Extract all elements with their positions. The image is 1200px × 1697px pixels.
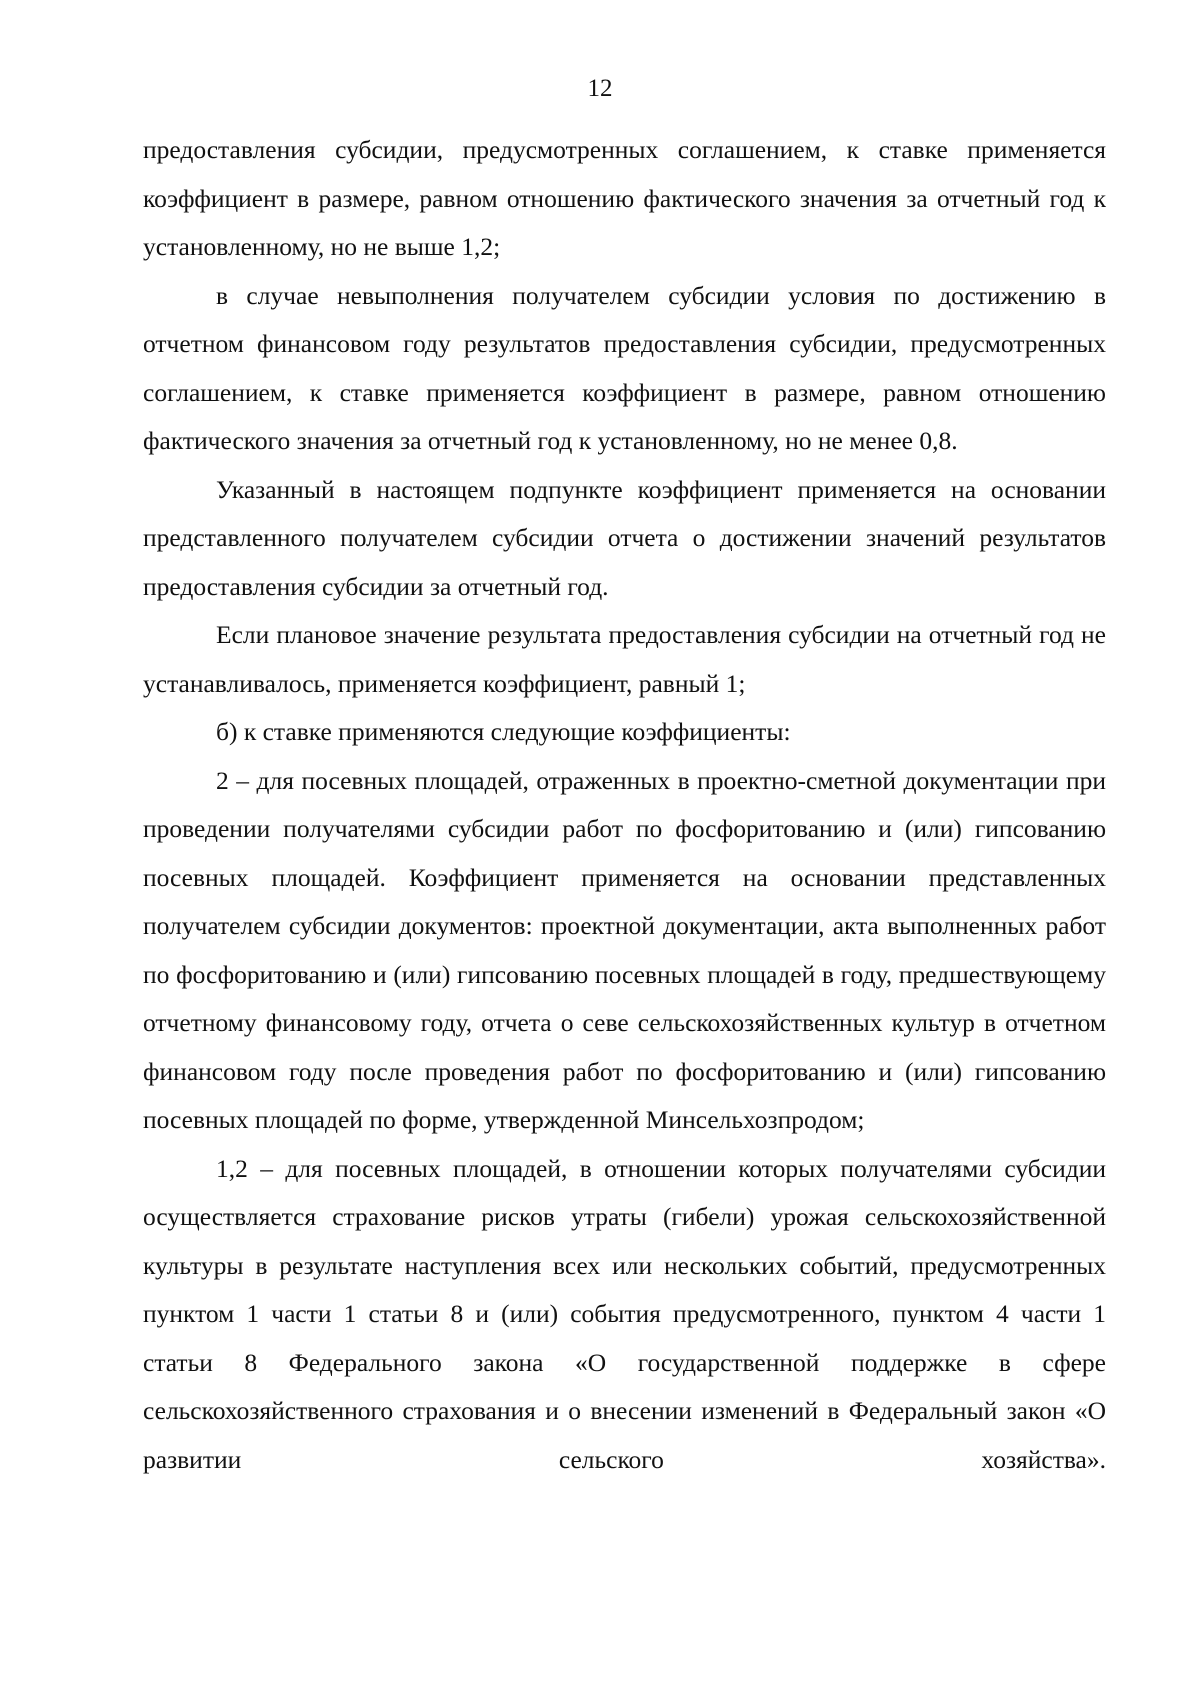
paragraph-continuation: предоставления субсидии, предусмотренных соглашением, к ставке применяется коэффициент в размере, равном отношению фактического значения за отчетный год к установленному, но не выше 1,2; bbox=[143, 135, 1106, 261]
paragraph-non-fulfillment: в случае невыполнения получателем субсидии условия по достижению в отчетном финансовом году результатов предоставления субсидии, предусмотренных соглашением, к ставке применяется коэффициент в размере, равном отношению фактического значения за отчетный год к установленному, но не менее 0,8. bbox=[143, 280, 1106, 455]
page-number: 12 bbox=[587, 75, 613, 102]
paragraph-coefficient-2: 2 – для посевных площадей, отраженных в проектно-сметной документации при проведении получателями субсидии работ по фосфоритованию и (или) гипсованию посевных площадей. Коэффициент применяется на основании представленных получателем субсидии документов: проектной документации, акта выполненных работ по фосфоритованию и (или) гипсованию посевных площадей в году, предшествующему отчетному финансовому году, отчета о севе сельскохозяйственных культур в отчетном финансовом году после проведения работ по фосфоритованию и (или) гипсованию посевных площадей по форме, утвержденной Минсельхозпродом; bbox=[143, 765, 1106, 1134]
paragraph-coefficient-1-2: 1,2 – для посевных площадей, в отношении которых получателями субсидии осуществляется страхование рисков утраты (гибели) урожая сельскохозяйственной культуры в результате наступления всех или нескольких событий, предусмотренных пунктом 1 части 1 статьи 8 и (или) события предусмотренного, пунктом 4 части 1 статьи 8 Федерального закона «О государственной поддержке в сфере сельскохозяйственного страхования и о внесении изменений в Федеральный закон «О развитии сельского хозяйства». bbox=[143, 1153, 1106, 1474]
paragraph-coefficient-basis: Указанный в настоящем подпункте коэффициент применяется на основании представленного получателем субсидии отчета о достижении значений результатов предоставления субсидии за отчетный год. bbox=[143, 474, 1106, 601]
paragraph-plan-not-set: Если плановое значение результата предоставления субсидии на отчетный год не устанавливалось, применяется коэффициент, равный 1; bbox=[143, 620, 1106, 698]
paragraph-subpoint-b: б) к ставке применяются следующие коэффициенты: bbox=[216, 717, 791, 746]
document-body bbox=[143, 126, 1106, 1484]
